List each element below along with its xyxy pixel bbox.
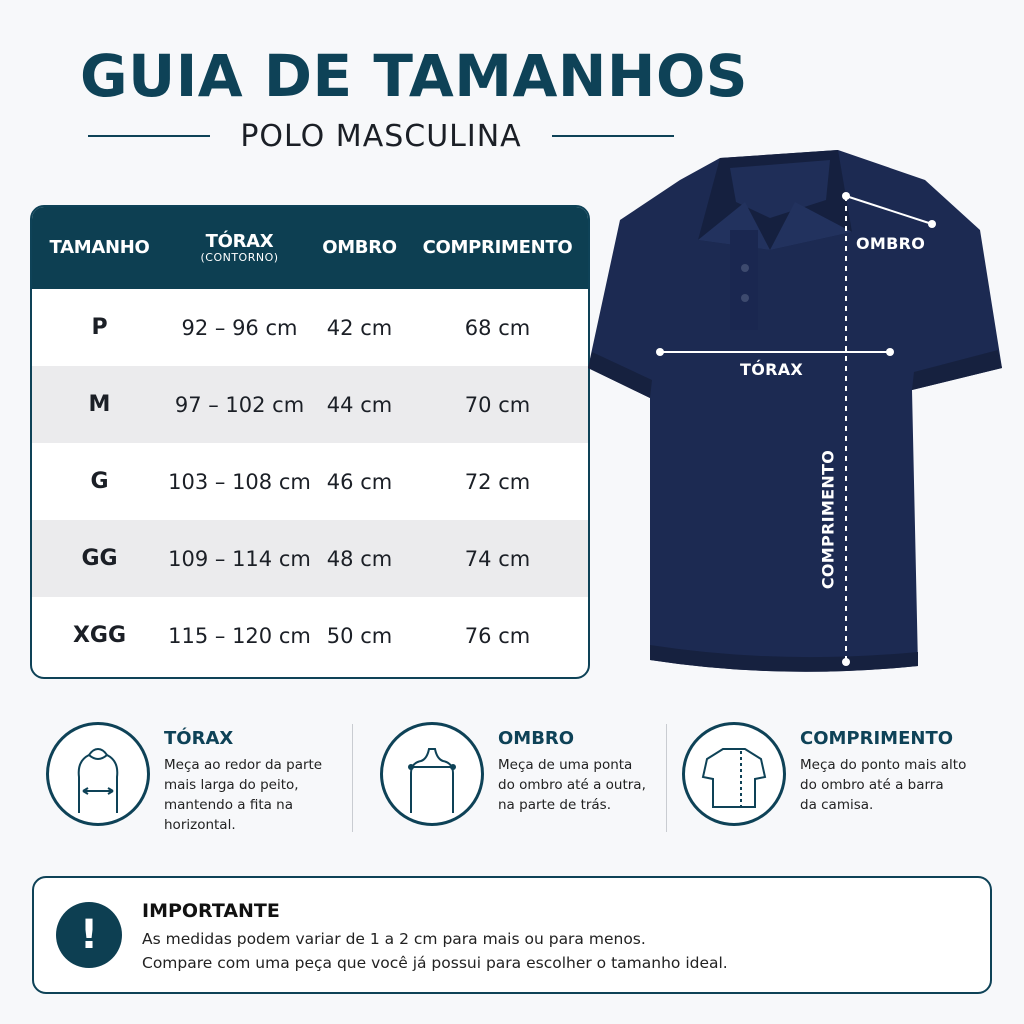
cell-length: 74 cm: [464, 546, 531, 571]
chest-measure-icon: [46, 722, 150, 826]
cell-chest: 115 – 120 cm: [168, 623, 311, 648]
table-row: [32, 520, 588, 597]
cell-chest: 109 – 114 cm: [168, 546, 311, 571]
divider: [352, 724, 353, 832]
measure-length-text: Meça do ponto mais alto do ombro até a barra da camisa.: [800, 757, 967, 813]
page-title: GUIA DE TAMANHOS: [80, 42, 749, 110]
measure-shoulder-card: [380, 722, 646, 838]
length-label: COMPRIMENTO: [818, 449, 838, 590]
polo-shirt-illustration: [580, 140, 1010, 685]
size-table: [30, 205, 590, 679]
column-header-chest: TÓRAX (CONTORNO): [200, 231, 279, 264]
cell-length: 76 cm: [464, 623, 531, 648]
measure-shoulder-title: OMBRO: [498, 728, 575, 749]
cell-chest: 92 – 96 cm: [181, 315, 298, 340]
length-measure-icon: [682, 722, 786, 826]
measure-length-title: COMPRIMENTO: [800, 728, 954, 749]
table-row: [32, 597, 588, 674]
table-row: [32, 366, 588, 443]
table-header: [32, 207, 588, 289]
measure-chest-card: [46, 722, 322, 838]
polo-shirt-icon: [580, 140, 1010, 685]
measure-shoulder-text: Meça de uma ponta do ombro até a outra, na parte de trás.: [498, 757, 646, 813]
column-header-size: TAMANHO: [49, 237, 150, 259]
cell-size: G: [90, 469, 109, 494]
measure-chest-text: Meça ao redor da parte mais larga do peito, mantendo a fita na horizontal.: [164, 757, 323, 833]
note-title: IMPORTANTE: [142, 900, 280, 922]
column-header-shoulder: OMBRO: [322, 237, 397, 259]
column-header-length: COMPRIMENTO: [422, 237, 573, 259]
important-note: [32, 876, 992, 994]
note-line-2: Compare com uma peça que você já possui para escolher o tamanho ideal.: [142, 954, 728, 972]
cell-shoulder: 46 cm: [326, 469, 393, 494]
table-row: [32, 289, 588, 366]
cell-length: 68 cm: [464, 315, 531, 340]
cell-shoulder: 50 cm: [326, 623, 393, 648]
cell-size: GG: [81, 546, 118, 571]
page-subtitle: POLO MASCULINA: [240, 118, 522, 154]
measure-chest-title: TÓRAX: [164, 728, 234, 749]
cell-length: 72 cm: [464, 469, 531, 494]
cell-chest: 103 – 108 cm: [168, 469, 311, 494]
chest-label: TÓRAX: [740, 360, 804, 379]
divider: [666, 724, 667, 832]
shoulder-measure-icon: [380, 722, 484, 826]
cell-size: XGG: [72, 623, 127, 648]
note-line-1: As medidas podem variar de 1 a 2 cm para mais ou para menos.: [142, 930, 646, 948]
cell-chest: 97 – 102 cm: [174, 392, 305, 417]
cell-shoulder: 42 cm: [326, 315, 393, 340]
cell-length: 70 cm: [464, 392, 531, 417]
shoulder-label: OMBRO: [856, 234, 926, 253]
cell-size: P: [91, 315, 108, 340]
exclamation-icon: !: [56, 902, 122, 968]
divider-left: [88, 135, 210, 137]
divider-right: [552, 135, 674, 137]
cell-shoulder: 48 cm: [326, 546, 393, 571]
measure-length-card: [682, 722, 966, 838]
cell-shoulder: 44 cm: [326, 392, 393, 417]
cell-size: M: [88, 392, 111, 417]
table-row: [32, 443, 588, 520]
